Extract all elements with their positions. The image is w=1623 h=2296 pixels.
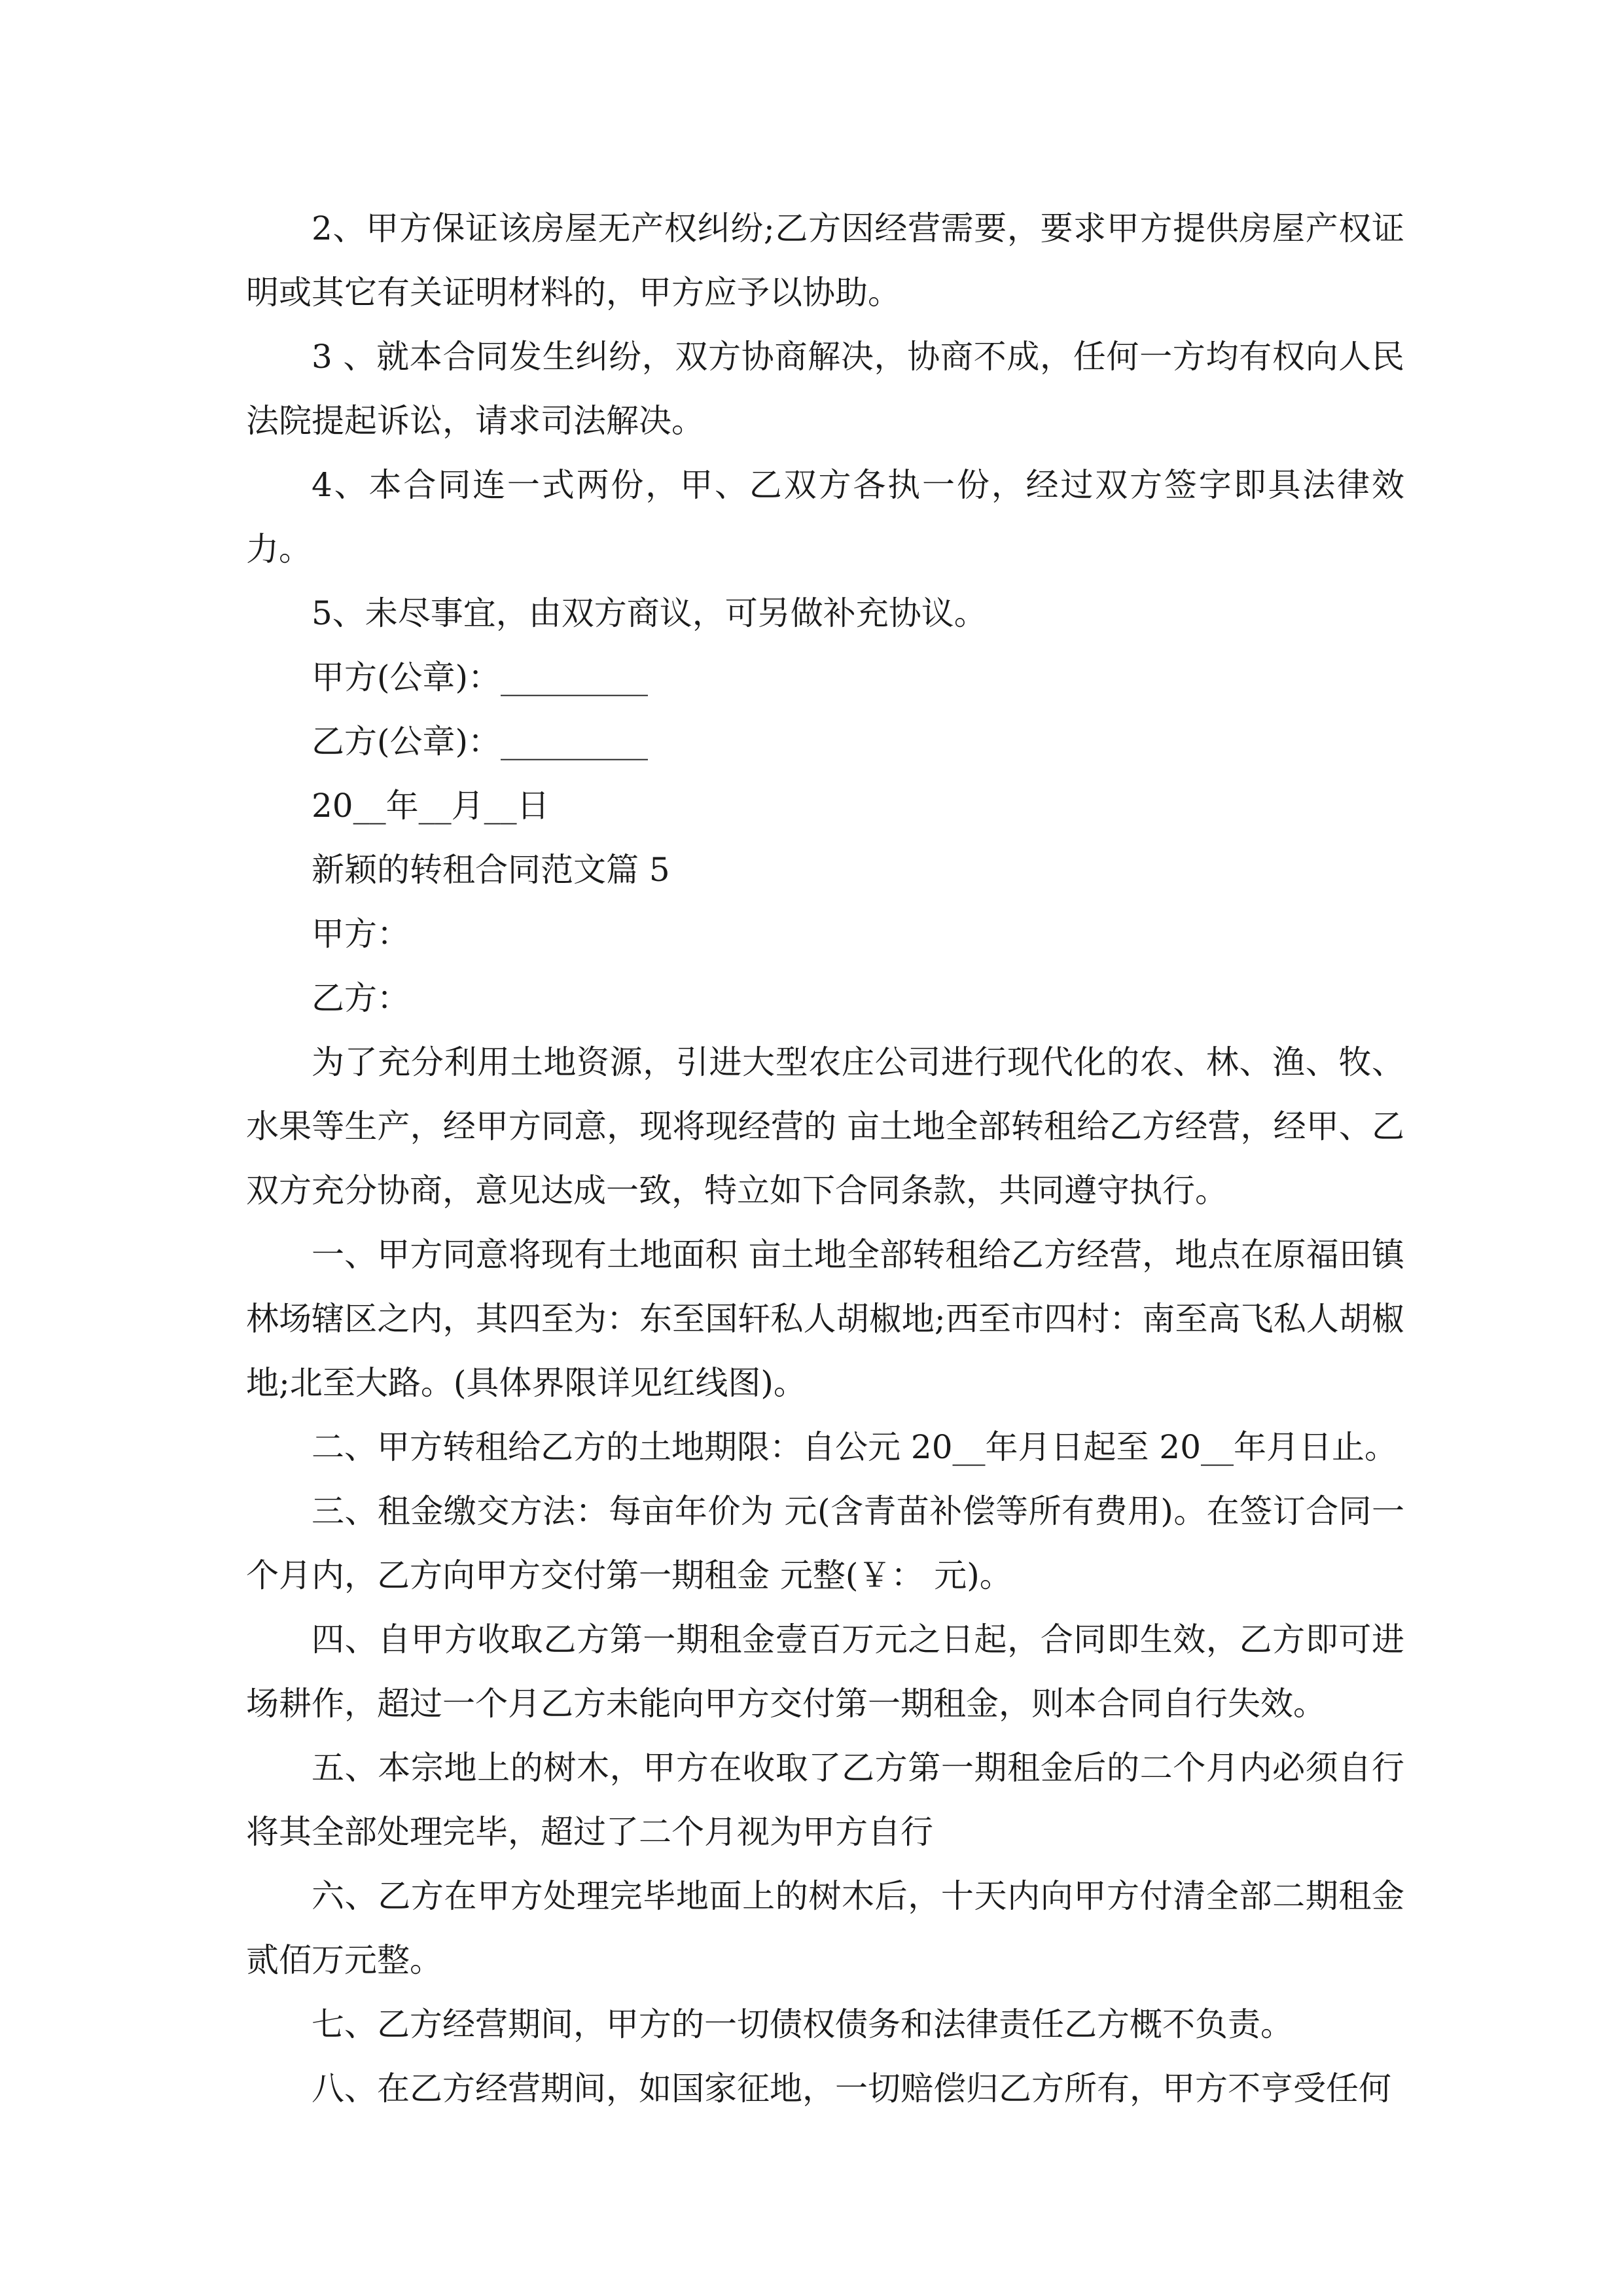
article-1: 一、甲方同意将现有土地面积 亩土地全部转租给乙方经营，地点在原福田镇林场辖区之内，其四至为：东至国轩私人胡椒地;西至市四村：南至高飞私人胡椒地;北至大路。(具体界限详见红线图)。	[246, 1236, 1404, 1402]
signature-party-b: 乙方(公章)：_________	[312, 723, 649, 761]
article-8: 八、在乙方经营期间，如国家征地，一切赔偿归乙方所有，甲方不亨受任何	[312, 2070, 1391, 2108]
party-a-label: 甲方：	[312, 915, 410, 953]
article-5: 五、本宗地上的树木，甲方在收取了乙方第一期租金后的二个月内必须自行将其全部处理完毕，超过了二个月视为甲方自行	[246, 1749, 1404, 1851]
clause-2: 2、甲方保证该房屋无产权纠纷;乙方因经营需要，要求甲方提供房屋产权证明或其它有关证明材料的，甲方应予以协助。	[246, 209, 1404, 312]
article-2: 二、甲方转租给乙方的土地期限：自公元 20__年月日起至 20__年月日止。	[312, 1428, 1398, 1466]
clause-3: 3 、就本合同发生纠纷，双方协商解决，协商不成，任何一方均有权向人民法院提起诉讼，请求司法解决。	[246, 338, 1404, 440]
article-3: 三、租金缴交方法：每亩年价为 元(含青苗补偿等所有费用)。在签订合同一个月内，乙方向甲方交付第一期租金 元整(￥： 元)。	[246, 1492, 1404, 1594]
section-title: 新颖的转租合同范文篇 5	[312, 851, 670, 889]
party-b-label: 乙方：	[312, 979, 410, 1017]
date-line: 20__年__月__日	[312, 787, 550, 825]
document-body	[246, 196, 1404, 2121]
clause-4: 4、本合同连一式两份，甲、乙双方各执一份，经过双方签字即具法律效力。	[246, 466, 1404, 568]
intro-paragraph: 为了充分利用土地资源，引进大型农庄公司进行现代化的农、林、渔、牧、水果等生产，经甲方同意，现将现经营的 亩土地全部转租给乙方经营，经甲、乙双方充分协商，意见达成一致，特立如下合同条款，共同遵守执行。	[246, 1043, 1404, 1210]
article-7: 七、乙方经营期间，甲方的一切债权债务和法律责任乙方概不负责。	[312, 2005, 1293, 2043]
article-6: 六、乙方在甲方处理完毕地面上的树木后，十天内向甲方付清全部二期租金贰佰万元整。	[246, 1877, 1404, 1979]
signature-party-a: 甲方(公章)：_________	[312, 658, 649, 696]
article-4: 四、自甲方收取乙方第一期租金壹百万元之日起，合同即生效，乙方即可进场耕作，超过一个月乙方未能向甲方交付第一期租金，则本合同自行失效。	[246, 1621, 1404, 1723]
clause-5: 5、未尽事宜，由双方商议，可另做补充协议。	[312, 594, 987, 632]
